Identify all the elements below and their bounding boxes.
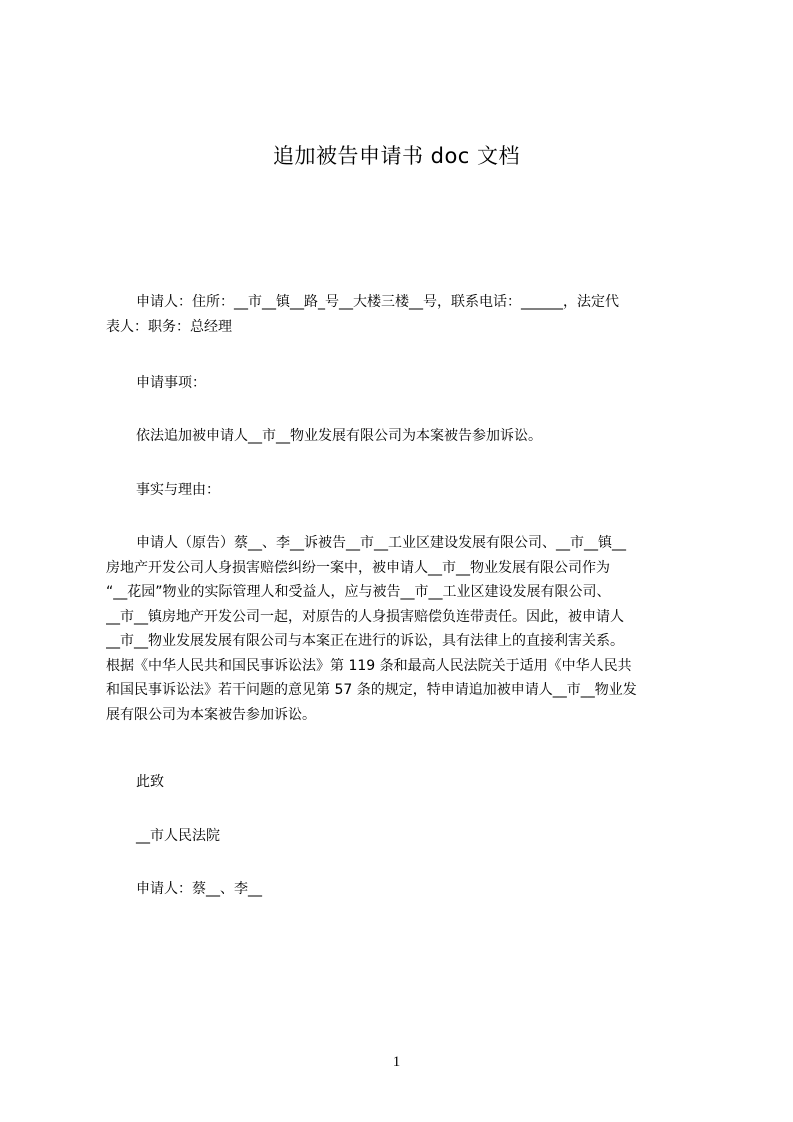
request-heading: [106, 371, 699, 396]
facts-line: __市__镇房地产开发公司一起，对原告的人身损害赔偿负连带责任。因此，被申请人: [106, 608, 624, 625]
signature: [106, 877, 699, 902]
facts-line: __市__物业发展发展有限公司与本案正在进行的诉讼，具有法律上的直接利害关系。: [106, 633, 624, 649]
court-name: [106, 824, 699, 849]
facts-heading: [106, 478, 699, 503]
applicant-line-1: 申请人：住所：__市__镇__路_号__大楼三楼__号，联系电话：______，法定代: [136, 294, 619, 310]
page-number: 1: [392, 1054, 401, 1070]
facts-line: 房地产开发公司人身损害赔偿纠纷一案中，被申请人__市__物业发展有限公司作为: [106, 559, 610, 576]
signature-text: 申请人：蔡__、李__: [136, 881, 262, 897]
facts-line: 申请人（原告）蔡__、李__诉被告__市__工业区建设发展有限公司、__市__镇__: [136, 535, 626, 551]
closing-text: 此致: [136, 774, 164, 790]
facts-line: 和国民事诉讼法》若干问题的意见第 57 条的规定，特申请追加被申请人__市__物业发: [106, 682, 637, 698]
request-body-text: 依法追加被申请人__市__物业发展有限公司为本案被告参加诉讼。: [136, 428, 542, 444]
document-title: 追加被告申请书 doc 文档: [272, 144, 521, 168]
facts-heading-text: 事实与理由：: [136, 482, 220, 498]
facts-line: 展有限公司为本案被告参加诉讼。: [106, 706, 316, 723]
request-body: [106, 424, 699, 449]
applicant-paragraph: [106, 290, 699, 339]
facts-line: 根据《中华人民共和国民事诉讼法》第 119 条和最高人民法院关于适用《中华人民共: [106, 657, 632, 674]
facts-paragraph: [106, 531, 699, 727]
court-name-text: __市人民法院: [136, 828, 220, 844]
request-heading-text: 申请事项：: [136, 375, 206, 391]
facts-line: “__花园”物业的实际管理人和受益人，应与被告__市__工业区建设发展有限公司、: [106, 584, 611, 600]
closing: [106, 770, 699, 795]
applicant-line-2: 表人：职务：总经理: [106, 318, 232, 335]
